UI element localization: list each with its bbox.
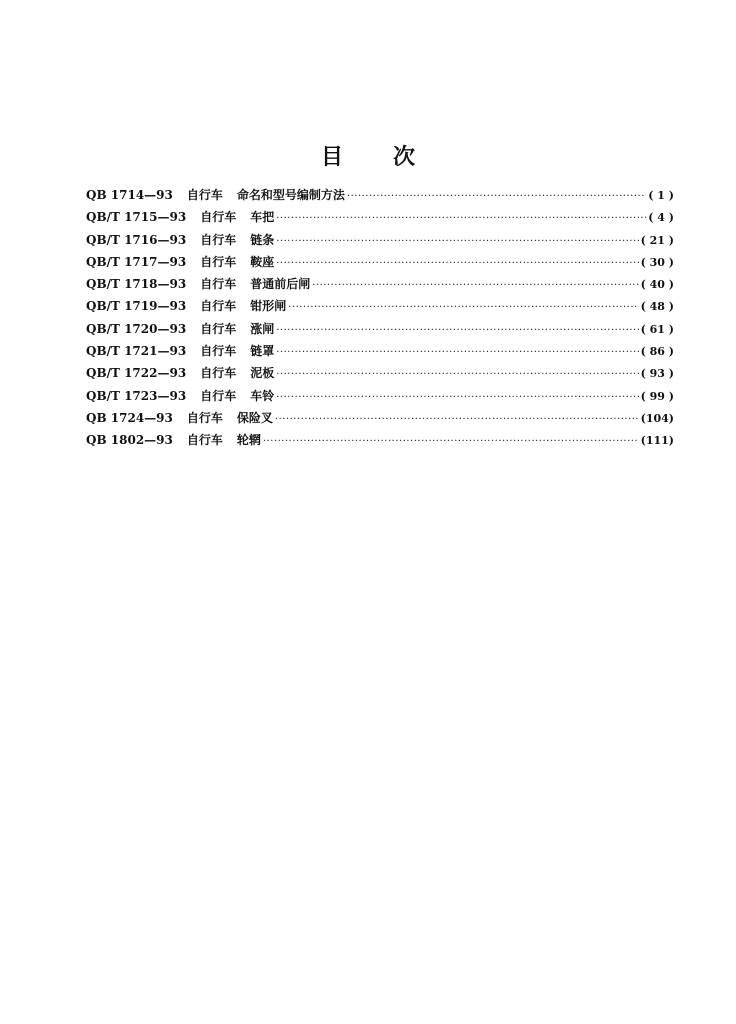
entry-page-number: ( 4 )	[648, 211, 674, 225]
leader-dots	[275, 414, 639, 425]
leader-dots	[263, 436, 639, 447]
standard-code: QB 1802—93	[86, 433, 173, 448]
entry-name: 泥板	[250, 366, 275, 381]
leader-dots	[276, 213, 646, 224]
leader-dots	[288, 302, 638, 313]
entry-category: 自行车	[200, 366, 237, 381]
toc-entry	[86, 409, 674, 431]
entry-category: 自行车	[200, 277, 237, 292]
entry-name: 涨闸	[250, 321, 275, 336]
title-char-2: 次	[393, 144, 416, 170]
entry-name: 链罩	[250, 344, 275, 359]
toc-entry	[86, 275, 674, 297]
entry-name: 链条	[250, 232, 275, 247]
toc-entry	[86, 431, 674, 453]
standard-code: QB 1714—93	[86, 188, 173, 202]
entry-page-number: (104)	[640, 411, 674, 425]
entry-name: 钳形闸	[250, 299, 287, 314]
leader-dots	[276, 236, 638, 247]
entry-category: 自行车	[200, 254, 237, 269]
entry-name: 轮辋	[236, 433, 261, 448]
standard-code: QB 1724—93	[86, 410, 173, 425]
standard-code: QB/T 1720—93	[86, 321, 187, 336]
entry-name: 保险叉	[236, 410, 273, 425]
leader-dots	[312, 280, 638, 291]
entry-category: 自行车	[200, 232, 237, 247]
entry-category: 自行车	[186, 188, 223, 202]
leader-dots	[276, 258, 638, 269]
entry-name: 普通前后闸	[250, 277, 311, 292]
standard-code: QB/T 1715—93	[86, 210, 187, 225]
toc-entry	[86, 186, 674, 208]
standard-code: QB/T 1719—93	[86, 299, 187, 314]
entry-page-number: ( 93 )	[640, 367, 674, 381]
entry-category: 自行车	[200, 210, 237, 225]
entry-page-number: ( 48 )	[640, 300, 674, 314]
toc-entry	[86, 253, 674, 275]
leader-dots	[347, 191, 646, 202]
entry-category: 自行车	[186, 433, 223, 448]
entry-page-number: ( 99 )	[640, 389, 674, 403]
entry-name: 车把	[250, 210, 275, 225]
toc-entry	[86, 342, 674, 364]
toc-entry	[86, 231, 674, 253]
standard-code: QB/T 1718—93	[86, 277, 187, 292]
toc-entry	[86, 297, 674, 319]
entry-name: 鞍座	[250, 254, 275, 269]
entry-page-number: ( 30 )	[640, 255, 674, 269]
page-title	[0, 140, 736, 171]
entry-page-number: ( 86 )	[640, 345, 674, 359]
entry-page-number: ( 21 )	[640, 233, 674, 247]
entry-page-number: ( 40 )	[640, 278, 674, 292]
leader-dots	[276, 347, 638, 358]
table-of-contents	[86, 186, 674, 454]
toc-entry	[86, 320, 674, 342]
entry-page-number: (111)	[640, 434, 674, 448]
standard-code: QB/T 1722—93	[86, 366, 187, 381]
entry-category: 自行车	[200, 344, 237, 359]
entry-category: 自行车	[186, 410, 223, 425]
entry-category: 自行车	[200, 388, 237, 403]
title-char-1: 目	[320, 144, 343, 170]
leader-dots	[276, 325, 638, 336]
entry-page-number: ( 1 )	[648, 189, 674, 202]
leader-dots	[276, 392, 638, 403]
standard-code: QB/T 1723—93	[86, 388, 187, 403]
leader-dots	[276, 369, 638, 380]
toc-entry	[86, 364, 674, 386]
entry-name: 命名和型号编制方法	[236, 188, 345, 202]
entry-category: 自行车	[200, 321, 237, 336]
standard-code: QB/T 1716—93	[86, 232, 187, 247]
toc-entry	[86, 208, 674, 230]
standard-code: QB/T 1717—93	[86, 254, 187, 269]
toc-entry	[86, 387, 674, 409]
entry-name: 车铃	[250, 388, 275, 403]
standard-code: QB/T 1721—93	[86, 344, 187, 359]
entry-page-number: ( 61 )	[640, 322, 674, 336]
entry-category: 自行车	[200, 299, 237, 314]
